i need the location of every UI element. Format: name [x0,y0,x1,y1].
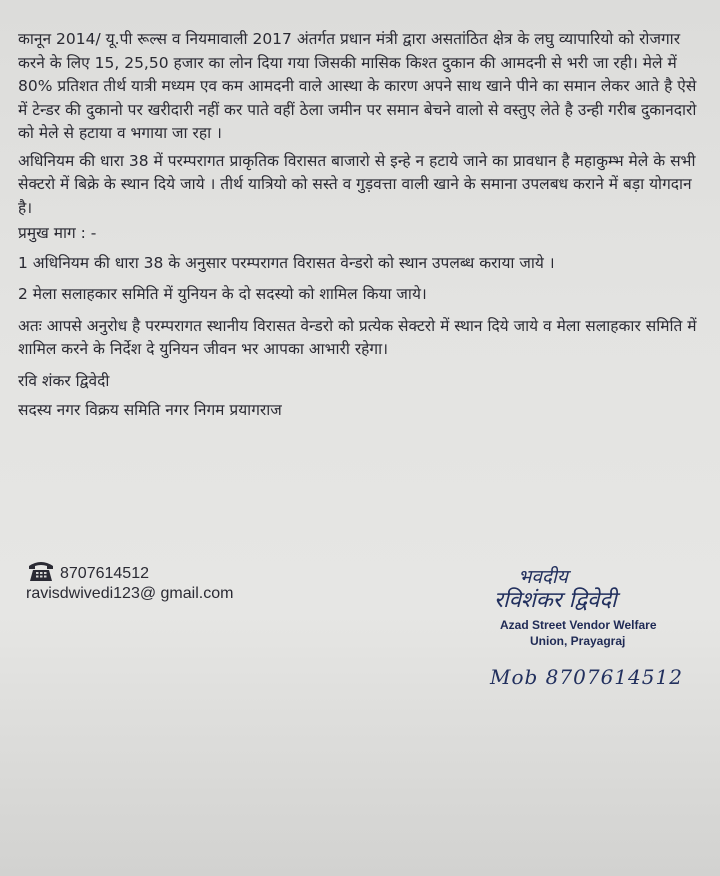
demand-item-1: 1 अधिनियम की धारा 38 के अनुसार परम्परागत विरासत वेन्डरो को स्थान उपलब्ध कराया जाये । [18,253,555,272]
paragraph-loan-context: कानून 2014/ यू.पी रूल्स व नियमावाली 2017 अंतर्गत प्रधान मंत्री द्वारा असतांठित क्षेत्र के लघु व्यापारियो को रोजगार करने के लिए 15, 25,50 हजार का लोन दिया गया जिसकी मासिक किश्त दुकान की आमदनी से भरी जा रही। मेले में 80% प्रतिशत तीर्थ यात्री मध्यम एव कम आमदनी वाले आस्था के कारण अपने साथ खाने पीने का समान लेकर आते है ऐसे में टेन्डर की दुकानो पर खरीदारी नहीं कर पाते वहीं ठेला जमीन पर समान बेचने वालो से वस्तुए लेते है उन्ही गरीब दुकानदारो को मेले से हटाया व भगाया जा रहा । [18,30,697,142]
demands-heading: प्रमुख माग : - [18,224,97,242]
contact-block [26,556,233,604]
demand-item-2: 2 मेला सलाहकार समिति में युनियन के दो सदस्यो को शामिल किया जाये। [18,285,427,303]
signature-block [490,565,710,689]
request-paragraph: अतः आपसे अनुरोध है परम्परागत स्थानीय विरासत वेन्डरो को प्रत्येक सेक्टरो में स्थान दिये जाये व मेला सलाहकार समिति में शामिल करने के निर्देश दे युनियन जीवन भर आपका आभारी रहेगा। [18,316,697,358]
union-stamp [500,617,710,649]
letter-body [18,28,704,423]
phone-number: 8707614512 [60,565,149,582]
handwritten-signature: रविशंकर द्विवेदी [494,588,617,613]
paragraph-act-section-38: अधिनियम की धारा 38 में परम्परागत प्राकृतिक विरासत बाजारो से इन्हे न हटाये जाने का प्रावधान है महाकुम्भ मेले के सभी सेक्टरो में बिक्रे के स्थान दिये जाये । तीर्थ यात्रियो को सस्ते व गुड़वत्ता वाली खाने के समाना उपलबध कराने में बड़ा योगदान है। [18,151,696,217]
phone-row [26,556,233,584]
closing-salutation: भवदीय [518,566,568,588]
union-name-line-1: Azad Street Vendor Welfare [500,618,657,632]
sender-designation: सदस्य नगर विक्रय समिति नगर निगम प्रयागराज [18,401,282,419]
sender-name: रवि शंकर द्विवेदी [18,371,110,390]
telephone-icon [26,557,56,583]
union-name-line-2: Union, Prayagraj [530,634,626,648]
email-address: ravisdwivedi123@ gmail.com [26,585,234,602]
handwritten-mobile: Mob 8707614512 [490,665,683,689]
